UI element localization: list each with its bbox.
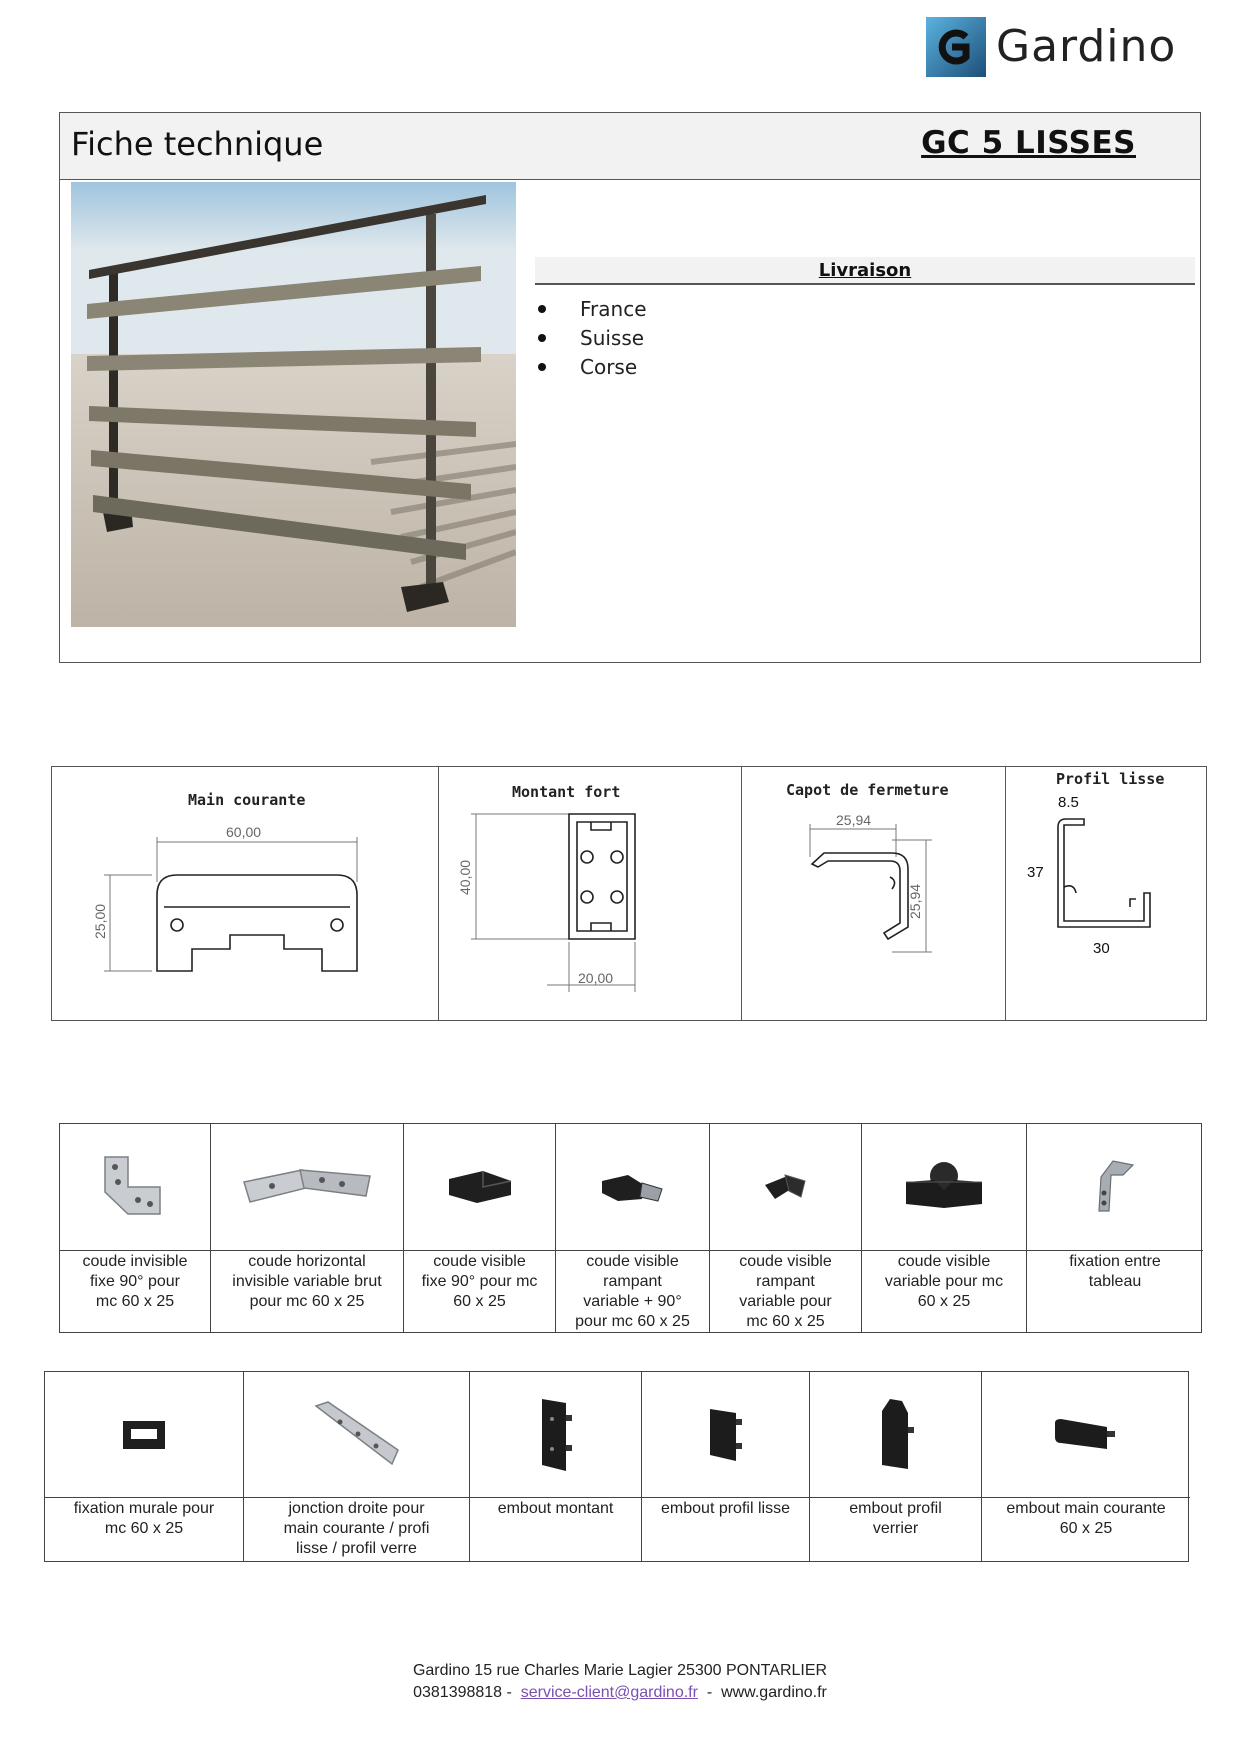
handrail-section-drawing [52, 767, 439, 1022]
product-reference: GC 5 LISSES [921, 125, 1136, 161]
profile-capot [742, 767, 1006, 1020]
profile-label: Montant fort [512, 783, 621, 801]
cap-section-drawing [742, 767, 1006, 1022]
svg-text:25,94: 25,94 [836, 812, 872, 828]
footer-address: Gardino 15 rue Charles Marie Lagier 25300 PONTARLIER [412, 1662, 828, 1679]
rail-cap-icon [706, 1405, 746, 1465]
profile-label: Main courante [188, 791, 306, 809]
wall-bracket-icon [119, 1415, 169, 1455]
footer-phone: 0381398818 [413, 1684, 503, 1701]
bullet-icon [538, 334, 546, 342]
product-header-box [59, 112, 1201, 663]
product-render-image [71, 182, 516, 627]
footer-contact: 0381398818 - service-client@gardino.fr - www.gardino.fr [413, 1684, 827, 1701]
post-cap-icon [536, 1395, 576, 1475]
svg-text:37: 37 [1027, 864, 1044, 881]
profiles-table [51, 766, 1207, 1021]
profile-lisse [1006, 767, 1208, 1020]
svg-text:8.5: 8.5 [1058, 794, 1079, 811]
document-title: Fiche technique [71, 125, 324, 163]
angle-bracket-icon [1093, 1157, 1137, 1217]
delivery-title: Livraison [818, 260, 912, 281]
straight-joint-icon [312, 1400, 402, 1470]
accessory-cell: fixation entre tableau [1027, 1124, 1203, 1332]
gardino-logo-icon [926, 17, 986, 77]
accessories-table-2 [44, 1371, 1189, 1562]
accessory-cell: coude visible rampant variable + 90° pour mc 60 x 25 [556, 1124, 710, 1332]
accessory-cell: embout main courante 60 x 25 [982, 1372, 1190, 1561]
rampant-joint-icon [761, 1167, 811, 1207]
accessory-cell: embout profil lisse [642, 1372, 810, 1561]
accessory-cell: embout profil verrier [810, 1372, 982, 1561]
black-elbow-icon [445, 1167, 515, 1207]
gardino-logo [926, 17, 1186, 79]
svg-text:25,94: 25,94 [907, 883, 923, 919]
rail-section-drawing [1006, 767, 1208, 1022]
profile-main-courante [52, 767, 439, 1020]
svg-text:60,00: 60,00 [226, 824, 262, 840]
profile-label: Profil lisse [1056, 770, 1165, 788]
post-section-drawing [439, 767, 742, 1022]
accessory-cell: embout montant [470, 1372, 642, 1561]
accessory-cell: coude invisible fixe 90° pour mc 60 x 25 [60, 1124, 211, 1332]
svg-text:25,00: 25,00 [92, 903, 108, 939]
accessory-cell: coude horizontal invisible variable brut pour mc 60 x 25 [211, 1124, 404, 1332]
footer-website[interactable]: www.gardino.fr [721, 1684, 827, 1701]
bullet-icon [538, 305, 546, 313]
accessory-cell: jonction droite pour main courante / profi lisse / profil verre [244, 1372, 470, 1561]
footer-email-link[interactable]: service-client@gardino.fr [520, 1684, 698, 1701]
rampant-elbow-icon [598, 1167, 668, 1207]
delivery-item: Corse [538, 355, 637, 379]
corner-plate-icon [100, 1152, 170, 1222]
handrail-cap-icon [1051, 1415, 1121, 1455]
accessory-cell: coude visible variable pour mc 60 x 25 [862, 1124, 1027, 1332]
svg-text:20,00: 20,00 [578, 970, 614, 986]
accessory-cell: coude visible rampant variable pour mc 60 x 25 [710, 1124, 862, 1332]
profile-label: Capot de fermeture [786, 781, 949, 799]
accessory-cell: fixation murale pour mc 60 x 25 [45, 1372, 244, 1561]
hinged-plate-icon [242, 1162, 372, 1212]
accessory-cell: coude visible fixe 90° pour mc 60 x 25 [404, 1124, 556, 1332]
header-bar [60, 113, 1200, 180]
profile-montant-fort [439, 767, 742, 1020]
delivery-item: France [538, 297, 647, 321]
glass-cap-icon [876, 1397, 916, 1473]
variable-elbow-icon [904, 1160, 984, 1214]
accessories-table-1 [59, 1123, 1202, 1333]
delivery-item: Suisse [538, 326, 644, 350]
svg-text:30: 30 [1093, 940, 1110, 957]
svg-text:40,00: 40,00 [457, 859, 473, 895]
brand-name: Gardino [996, 21, 1177, 72]
bullet-icon [538, 363, 546, 371]
delivery-header [535, 257, 1195, 285]
